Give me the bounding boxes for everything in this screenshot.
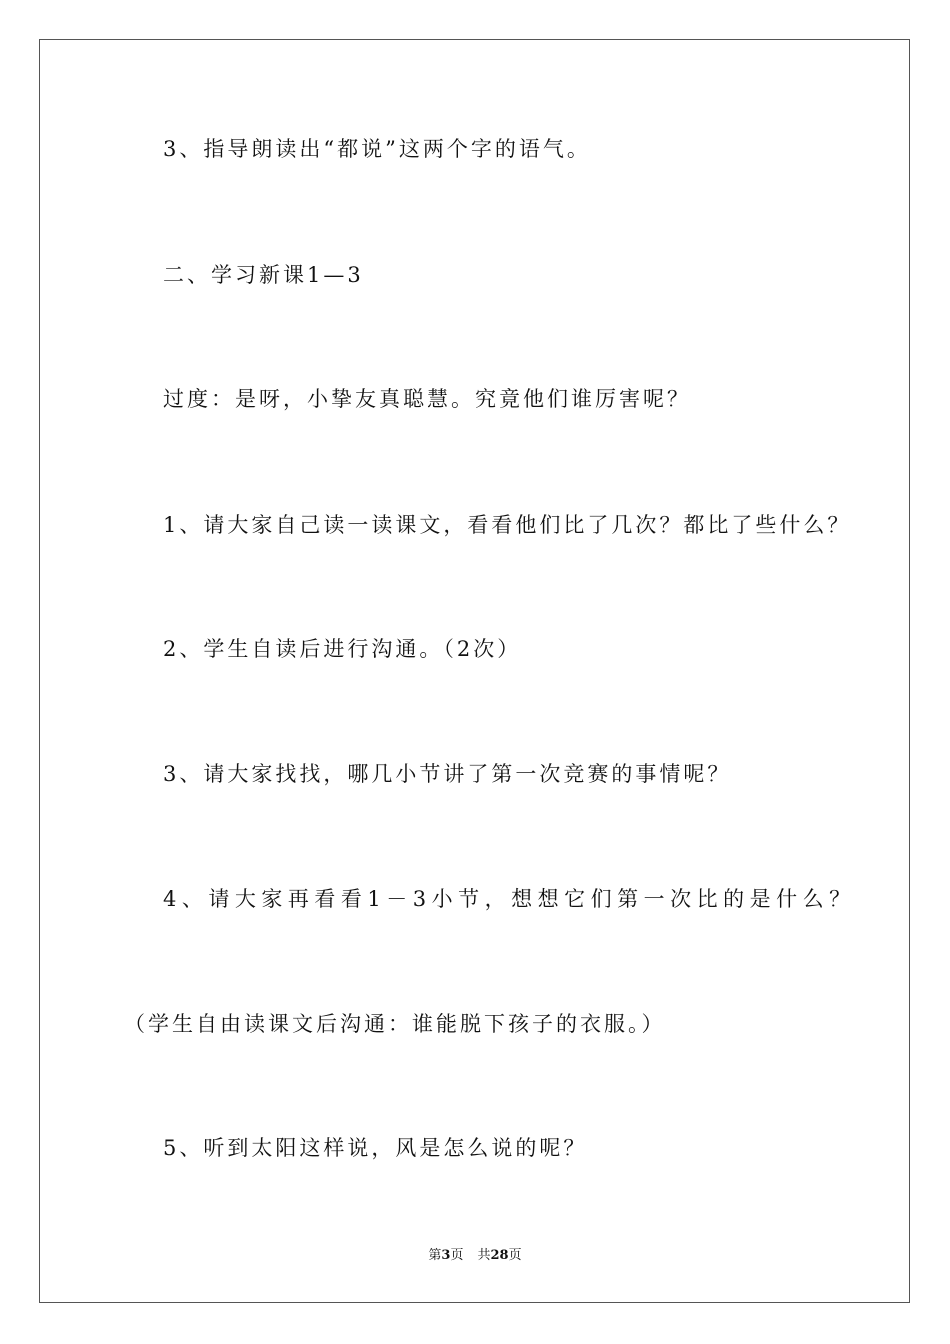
text-line: 过度：是呀，小挚友真聪慧。究竟他们谁厉害呢？ [163,387,691,411]
text-line: 1、请大家自己读一读课文，看看他们比了几次？都比了些什么？ [163,513,852,537]
text-line: 2、学生自读后进行沟通。（2次） [163,637,522,661]
footer-page-prefix: 第 [428,1248,442,1263]
footer-page-number: 3 [441,1248,451,1263]
footer-total-prefix: 共 [477,1248,491,1263]
text-line: （学生自由读课文后沟通：谁能脱下孩子的衣服。） [124,1012,666,1036]
text-line: 4、请大家再看看1－3小节，想想它们第一次比的是什么？ [163,887,856,911]
text-line: 5、听到太阳这样说，风是怎么说的呢？ [163,1136,588,1160]
page-footer [0,1247,950,1265]
text-line: 3、请大家找找，哪几小节讲了第一次竞赛的事情呢？ [163,762,732,786]
section-heading: 二、学习新课1—3 [163,263,364,287]
footer-total-suffix: 页 [508,1248,522,1263]
page-border [39,39,910,1303]
footer-page-suffix: 页 [450,1248,464,1263]
footer-total-pages: 28 [490,1248,509,1263]
text-line: 3、指导朗读出“都说”这两个字的语气。 [163,137,591,161]
